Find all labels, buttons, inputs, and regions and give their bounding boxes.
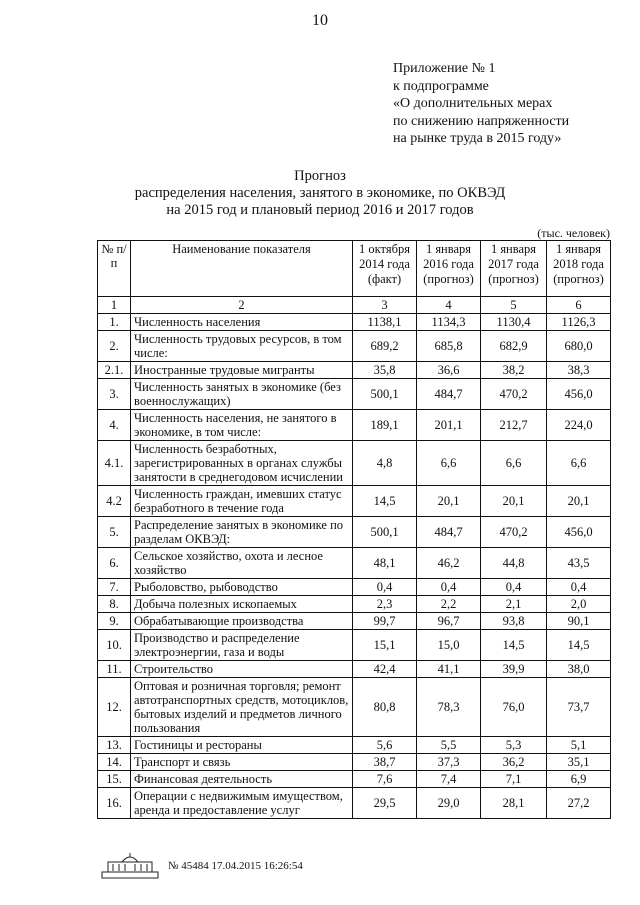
value-2018-forecast: 680,0: [547, 331, 611, 362]
row-indicator-name: Операции с недвижимым имуществом, аренда и предоставление услуг: [131, 788, 353, 819]
table-row: [98, 754, 611, 771]
row-number: 4.1.: [98, 441, 131, 486]
value-2016-forecast: 7,4: [417, 771, 481, 788]
value-2017-forecast: 14,5: [481, 630, 547, 661]
value-2018-forecast: 2,0: [547, 596, 611, 613]
table-body: [98, 314, 611, 819]
row-number: 16.: [98, 788, 131, 819]
row-number: 6.: [98, 548, 131, 579]
value-2018-forecast: 456,0: [547, 379, 611, 410]
value-2017-forecast: 93,8: [481, 613, 547, 630]
value-2017-forecast: 38,2: [481, 362, 547, 379]
value-2017-forecast: 44,8: [481, 548, 547, 579]
table-row: [98, 596, 611, 613]
value-2018-forecast: 1126,3: [547, 314, 611, 331]
value-2016-forecast: 484,7: [417, 517, 481, 548]
value-2014-fact: 99,7: [353, 613, 417, 630]
value-2016-forecast: 6,6: [417, 441, 481, 486]
table-row: [98, 410, 611, 441]
value-2014-fact: 500,1: [353, 379, 417, 410]
row-number: 11.: [98, 661, 131, 678]
header-col4: 1 января 2018 года (прогноз): [547, 241, 611, 297]
row-number: 9.: [98, 613, 131, 630]
value-2014-fact: 15,1: [353, 630, 417, 661]
footer: [100, 852, 303, 880]
appendix-line: Приложение № 1: [393, 61, 496, 76]
table-row: [98, 661, 611, 678]
value-2017-forecast: 0,4: [481, 579, 547, 596]
value-2018-forecast: 38,0: [547, 661, 611, 678]
table-row: [98, 788, 611, 819]
value-2014-fact: 38,7: [353, 754, 417, 771]
table-row: [98, 548, 611, 579]
value-2017-forecast: 1130,4: [481, 314, 547, 331]
value-2016-forecast: 2,2: [417, 596, 481, 613]
value-2016-forecast: 36,6: [417, 362, 481, 379]
value-2014-fact: 1138,1: [353, 314, 417, 331]
value-2017-forecast: 20,1: [481, 486, 547, 517]
value-2016-forecast: 37,3: [417, 754, 481, 771]
table-header-row: [98, 241, 611, 297]
value-2017-forecast: 470,2: [481, 379, 547, 410]
value-2016-forecast: 1134,3: [417, 314, 481, 331]
row-indicator-name: Сельское хозяйство, охота и лесное хозяйство: [131, 548, 353, 579]
row-number: 12.: [98, 678, 131, 737]
appendix-line: к подпрограмме: [393, 78, 489, 94]
value-2016-forecast: 15,0: [417, 630, 481, 661]
title-line: на 2015 год и плановый период 2016 и 2017 годов: [166, 202, 474, 218]
units-label: (тыс. человек): [537, 226, 610, 240]
value-2014-fact: 42,4: [353, 661, 417, 678]
document-title: [90, 168, 550, 219]
value-2017-forecast: 28,1: [481, 788, 547, 819]
column-number: 5: [481, 297, 547, 314]
value-2018-forecast: 14,5: [547, 630, 611, 661]
table-row: [98, 579, 611, 596]
row-number: 14.: [98, 754, 131, 771]
value-2017-forecast: 6,6: [481, 441, 547, 486]
value-2018-forecast: 0,4: [547, 579, 611, 596]
header-name: Наименование показателя: [131, 241, 353, 297]
row-indicator-name: Рыболовство, рыбоводство: [131, 579, 353, 596]
value-2017-forecast: 36,2: [481, 754, 547, 771]
registration-stamp: № 45484 17.04.2015 16:26:54: [168, 860, 303, 872]
row-indicator-name: Численность населения: [131, 314, 353, 331]
value-2018-forecast: 224,0: [547, 410, 611, 441]
value-2017-forecast: 7,1: [481, 771, 547, 788]
appendix-line: на рынке труда в 2015 году»: [393, 131, 562, 146]
table-row: [98, 362, 611, 379]
header-num: № п/п: [98, 241, 131, 297]
value-2016-forecast: 29,0: [417, 788, 481, 819]
column-number: 6: [547, 297, 611, 314]
value-2018-forecast: 27,2: [547, 788, 611, 819]
value-2014-fact: 80,8: [353, 678, 417, 737]
row-number: 3.: [98, 379, 131, 410]
row-number: 4.2: [98, 486, 131, 517]
value-2017-forecast: 470,2: [481, 517, 547, 548]
value-2014-fact: 14,5: [353, 486, 417, 517]
row-indicator-name: Численность занятых в экономике (без военнослужащих): [131, 379, 353, 410]
header-col1: 1 октября 2014 года (факт): [353, 241, 417, 297]
row-indicator-name: Оптовая и розничная торговля; ремонт автотранспортных средств, мотоциклов, бытовых изделий и предметов личного пользования: [131, 678, 353, 737]
value-2014-fact: 500,1: [353, 517, 417, 548]
row-indicator-name: Иностранные трудовые мигранты: [131, 362, 353, 379]
value-2014-fact: 7,6: [353, 771, 417, 788]
row-indicator-name: Финансовая деятельность: [131, 771, 353, 788]
row-indicator-name: Численность трудовых ресурсов, в том числе:: [131, 331, 353, 362]
value-2014-fact: 35,8: [353, 362, 417, 379]
value-2016-forecast: 0,4: [417, 579, 481, 596]
table-row: [98, 314, 611, 331]
value-2016-forecast: 5,5: [417, 737, 481, 754]
value-2017-forecast: 76,0: [481, 678, 547, 737]
row-number: 13.: [98, 737, 131, 754]
value-2014-fact: 189,1: [353, 410, 417, 441]
value-2017-forecast: 212,7: [481, 410, 547, 441]
value-2014-fact: 5,6: [353, 737, 417, 754]
value-2018-forecast: 5,1: [547, 737, 611, 754]
table-row: [98, 517, 611, 548]
value-2016-forecast: 46,2: [417, 548, 481, 579]
value-2018-forecast: 73,7: [547, 678, 611, 737]
row-number: 10.: [98, 630, 131, 661]
value-2018-forecast: 456,0: [547, 517, 611, 548]
row-indicator-name: Гостиницы и рестораны: [131, 737, 353, 754]
row-indicator-name: Численность безработных, зарегистрированных в органах службы занятости в среднегодовом исчислении: [131, 441, 353, 486]
value-2018-forecast: 35,1: [547, 754, 611, 771]
appendix-line: «О дополнительных мерах: [393, 96, 553, 111]
row-indicator-name: Строительство: [131, 661, 353, 678]
row-number: 8.: [98, 596, 131, 613]
column-number: 3: [353, 297, 417, 314]
row-indicator-name: Численность граждан, имевших статус безработного в течение года: [131, 486, 353, 517]
appendix-line: по снижению напряженности: [393, 113, 570, 129]
value-2018-forecast: 6,6: [547, 441, 611, 486]
value-2016-forecast: 201,1: [417, 410, 481, 441]
row-indicator-name: Транспорт и связь: [131, 754, 353, 771]
value-2017-forecast: 2,1: [481, 596, 547, 613]
value-2018-forecast: 90,1: [547, 613, 611, 630]
value-2014-fact: 4,8: [353, 441, 417, 486]
value-2014-fact: 2,3: [353, 596, 417, 613]
table-row: [98, 331, 611, 362]
row-number: 4.: [98, 410, 131, 441]
column-number: 1: [98, 297, 131, 314]
row-number: 15.: [98, 771, 131, 788]
column-number: 2: [131, 297, 353, 314]
title-line: распределения населения, занятого в экономике, по ОКВЭД: [134, 185, 506, 201]
column-number-row: [98, 297, 611, 314]
row-number: 2.1.: [98, 362, 131, 379]
row-indicator-name: Распределение занятых в экономике по разделам ОКВЭД:: [131, 517, 353, 548]
value-2018-forecast: 38,3: [547, 362, 611, 379]
table-row: [98, 613, 611, 630]
table-row: [98, 486, 611, 517]
value-2017-forecast: 682,9: [481, 331, 547, 362]
page-number: 10: [312, 12, 328, 29]
header-col3: 1 января 2017 года (прогноз): [481, 241, 547, 297]
appendix-block: [393, 60, 623, 148]
table-row: [98, 678, 611, 737]
value-2016-forecast: 685,8: [417, 331, 481, 362]
forecast-table: [97, 240, 611, 819]
table-row: [98, 737, 611, 754]
table-row: [98, 630, 611, 661]
row-number: 7.: [98, 579, 131, 596]
value-2016-forecast: 484,7: [417, 379, 481, 410]
value-2016-forecast: 96,7: [417, 613, 481, 630]
title-line: Прогноз: [294, 168, 346, 184]
value-2017-forecast: 39,9: [481, 661, 547, 678]
value-2016-forecast: 78,3: [417, 678, 481, 737]
value-2018-forecast: 20,1: [547, 486, 611, 517]
value-2016-forecast: 20,1: [417, 486, 481, 517]
row-number: 2.: [98, 331, 131, 362]
row-indicator-name: Обрабатывающие производства: [131, 613, 353, 630]
row-indicator-name: Производство и распределение электроэнергии, газа и воды: [131, 630, 353, 661]
building-stamp-icon: [100, 852, 160, 880]
value-2014-fact: 689,2: [353, 331, 417, 362]
value-2014-fact: 48,1: [353, 548, 417, 579]
value-2014-fact: 0,4: [353, 579, 417, 596]
row-number: 5.: [98, 517, 131, 548]
value-2018-forecast: 43,5: [547, 548, 611, 579]
table-row: [98, 379, 611, 410]
value-2014-fact: 29,5: [353, 788, 417, 819]
table-row: [98, 771, 611, 788]
row-indicator-name: Добыча полезных ископаемых: [131, 596, 353, 613]
header-col2: 1 января 2016 года (прогноз): [417, 241, 481, 297]
value-2017-forecast: 5,3: [481, 737, 547, 754]
value-2018-forecast: 6,9: [547, 771, 611, 788]
value-2016-forecast: 41,1: [417, 661, 481, 678]
table-row: [98, 441, 611, 486]
row-indicator-name: Численность населения, не занятого в экономике, в том числе:: [131, 410, 353, 441]
column-number: 4: [417, 297, 481, 314]
row-number: 1.: [98, 314, 131, 331]
